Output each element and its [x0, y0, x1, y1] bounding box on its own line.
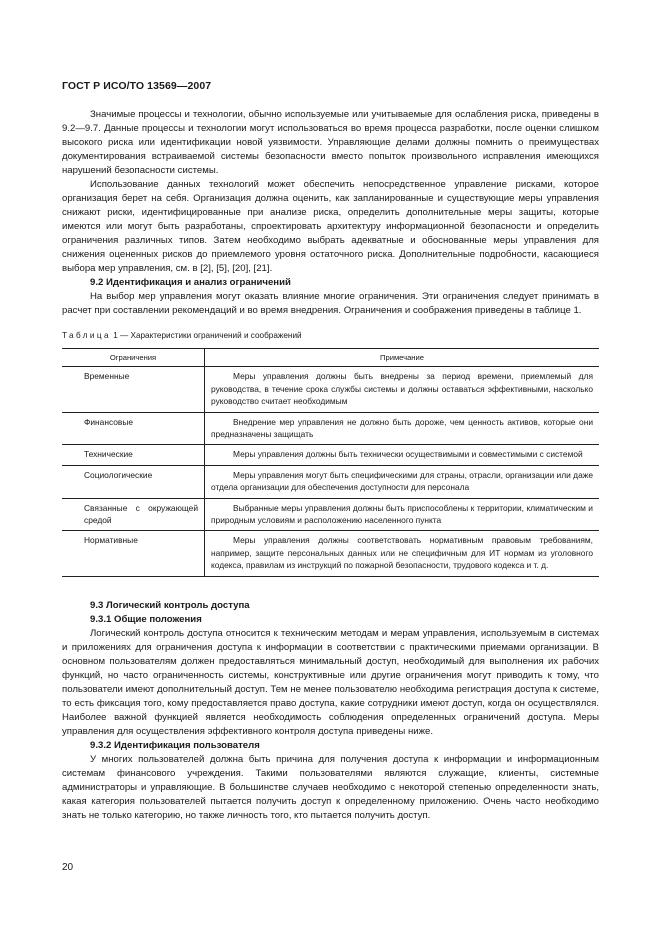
constraint-cell: Технические — [84, 449, 133, 460]
constraint-cell: Финансовые — [84, 416, 134, 427]
constraint-cell: Социологические — [84, 469, 153, 480]
section-9-2-heading: 9.2 Идентификация и анализ ограничений — [90, 277, 291, 288]
constraint-cell: Нормативные — [84, 535, 138, 546]
table-row — [62, 412, 599, 445]
note-cell: Меры управления должны быть технически осуществимыми и совместимыми с системой — [233, 449, 583, 460]
column-header-note: Примечание — [205, 349, 600, 367]
column-header-constraints: Ограничения — [62, 349, 205, 367]
note-cell: Выбранные меры управления должны быть приспособлены к территории, климатическим и природным условиям и расположению населенного пункта — [211, 502, 593, 526]
paragraph-technologies: Использование данных технологий может обеспечить непосредственное управление рисками, которое организация берет на себя. Организация должна оценить, как запланированные и существующие меры управления снижают риски, идентифицированные при анализе риска, определить дополнительные меры защиты, которые имеются или могут быть разработаны, спроектировать архитектуру информационной безопасности и определить ограничения различных типов. Затем необходимо выбрать адекватные и обоснованные меры управления для снижения оцененных рисков до приемлемого уровня остаточного риска. Дополнительные подробности, касающиеся выбора мер управления, см. в [2], [5], [20], [21]. — [62, 179, 599, 274]
note-cell: Внедрение мер управления не должно быть дороже, чем ценность активов, которые они предназначены защищать — [211, 416, 593, 440]
document-body — [62, 108, 599, 823]
section-9-3-2-heading: 9.3.2 Идентификация пользователя — [90, 739, 260, 751]
table-header-row — [62, 349, 599, 367]
page-number: 20 — [62, 862, 74, 873]
note-cell: Меры управления могут быть специфическими для страны, отрасли, организации или даже отдела организации для обеспечения доступности для персонала — [211, 469, 593, 493]
table-row — [62, 498, 599, 531]
table-caption-title: 1 — Характеристики ограничений и соображений — [113, 331, 302, 340]
table-row — [62, 445, 599, 465]
note-cell: Меры управления должны быть внедрены за период времени, приемлемый для руководства, в течение срока службы системы и должны оставаться эффективными, насколько руководство считает необходимым — [211, 371, 593, 407]
section-9-2-text: На выбор мер управления могут оказать влияние многие ограничения. Эти ограничения следует принимать в расчет при составлении рекомендаций и во время внедрения. Ограничения и соображения приведены в таблице 1. — [62, 291, 599, 316]
section-9-3-1-text: Логический контроль доступа относится к техническим методам и мерам управления, используемым в системах и приложениях для ограничения доступа к информации в соответствии с практическими приемами организации. В основном пользователям должен предоставляться минимальный доступ, необходимый для выполнения их рабочих функций, но часто ограниченность системы, конструктивные или другие ограничения могут приводить к тому, что пользователи имеют дополнительный доступ. Тем не менее пользователю необходима регистрация доступа к системе, то есть фиксация того, кому предоставляется право доступа, какие сотрудники имеют доступ, когда он осуществлялся. Наиболее важной функцией является необходимость соблюдения определенных ограничений доступа. Меры управления для осуществления эффективного контроля доступа приведены ниже. — [62, 627, 599, 737]
table-row — [62, 465, 599, 498]
table-row — [62, 367, 599, 412]
section-9-3-2-text: У многих пользователей должна быть причина для получения доступа к информации и информационным системам финансового учреждения. Такими пользователями являются служащие, клиенты, системные администраторы и управляющие. В большинстве случаев необходимо с некоторой степенью определенности знать, какая категория пользователей пытается получить доступ к определенному приложению. Очень часто необходимо знать не только категорию, но также личность того, кто пытается получить доступ. — [62, 753, 599, 821]
section-9-3-heading: 9.3 Логический контроль доступа — [90, 599, 250, 611]
constraints-table — [62, 348, 599, 577]
paragraph-intro: Значимые процессы и технологии, обычно используемые или учитываемые для ослабления риска, приведены в 9.2—9.7. Данные процессы и технологии могут использоваться во время процесса разработки, после оценки слишком высокого риска или идентификации новой уязвимости. Управляющие делами должны помнить о преимуществах документирования встраиваемой системы безопасности вместо попыток произвольного исправления имеющихся нарушений безопасности системы. — [62, 109, 599, 176]
table-caption — [62, 330, 599, 342]
table-caption-prefix: Таблица — [62, 331, 111, 340]
section-9-3-1-heading: 9.3.1 Общие положения — [90, 613, 202, 625]
table-row — [62, 531, 599, 576]
constraint-cell: Временные — [84, 371, 130, 382]
note-cell: Меры управления должны соответствовать нормативным правовым требованиям, например, защите персональных данных или не специфичным для ИТ нормам из уголовного кодекса, правилам из инструкций по пожарной безопасности, трудового кодекса и т. д. — [211, 535, 593, 571]
document-header: ГОСТ Р ИСО/ТО 13569—2007 — [62, 80, 212, 92]
constraint-cell: Связанные с окружающей средой — [84, 502, 198, 526]
